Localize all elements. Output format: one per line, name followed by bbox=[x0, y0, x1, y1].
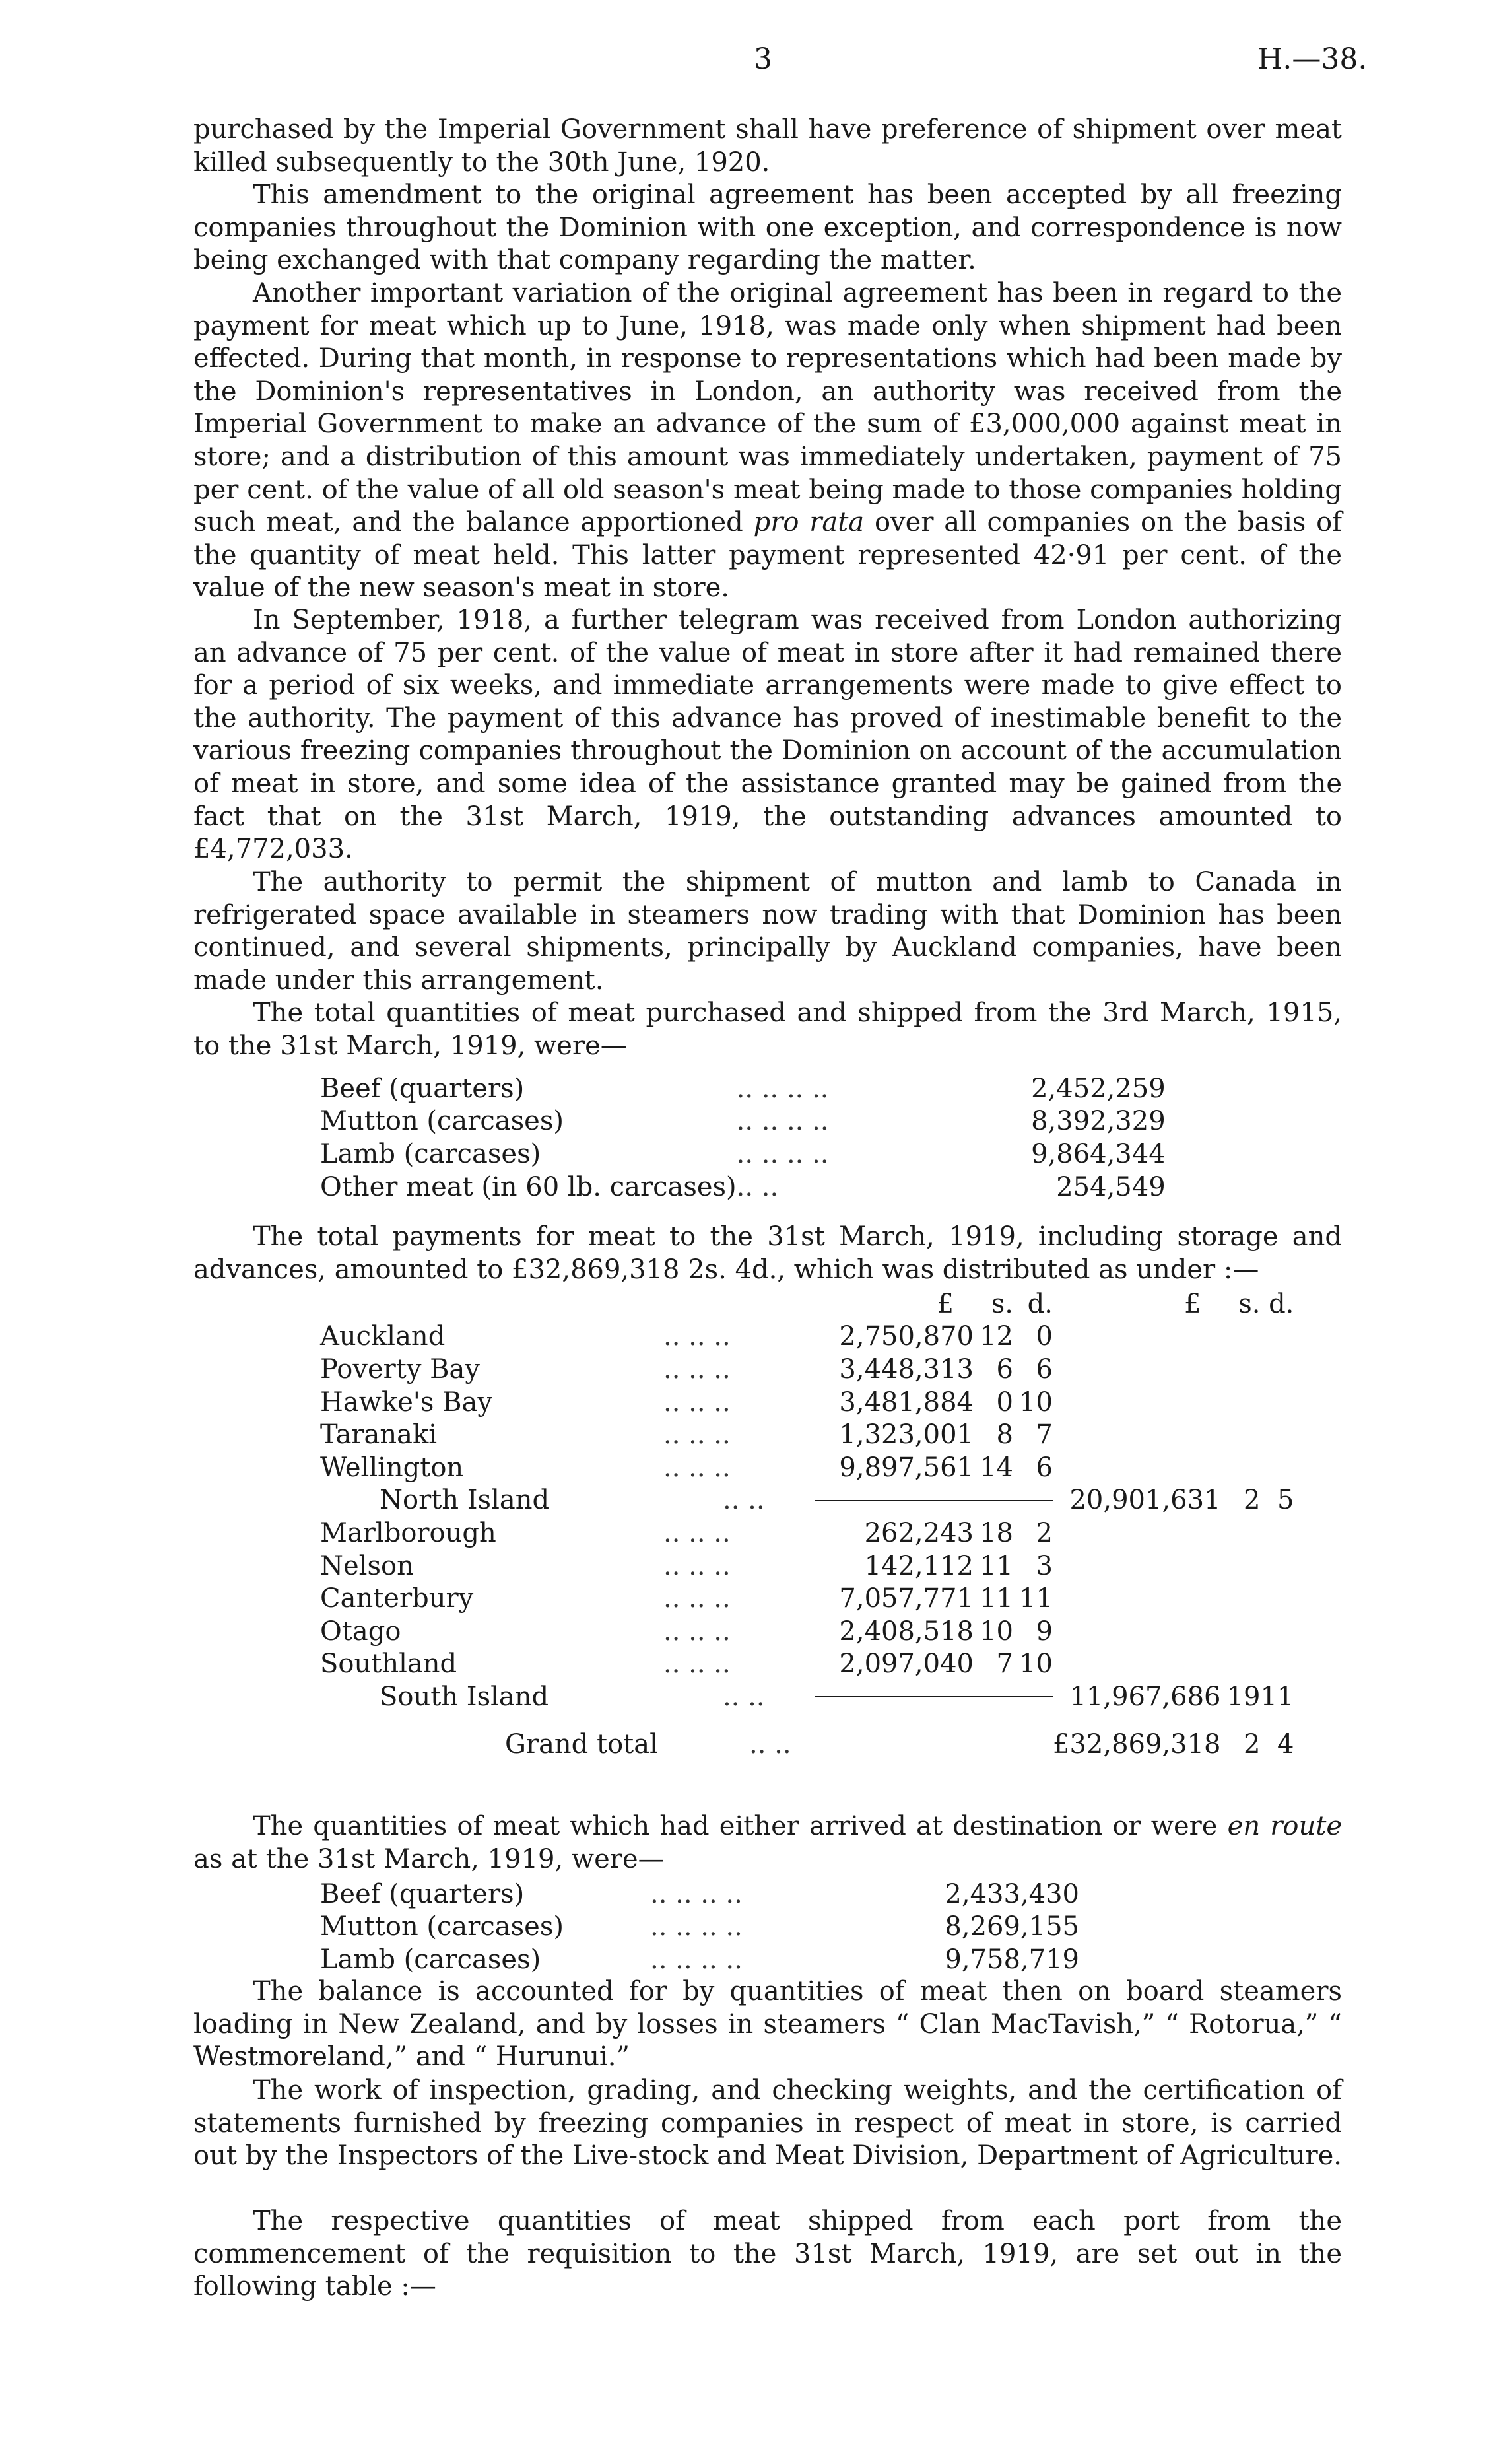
amount-pence: 10 bbox=[1019, 1649, 1053, 1680]
quantity-row bbox=[320, 1878, 1079, 1911]
payment-row bbox=[320, 1648, 1294, 1681]
amount-pounds: 3,448,313 bbox=[839, 1353, 974, 1385]
payment-row bbox=[320, 1582, 1294, 1615]
payment-row bbox=[320, 1451, 1294, 1484]
amount-shillings: 0 bbox=[996, 1386, 1013, 1418]
amount-pounds: 262,243 bbox=[864, 1517, 974, 1548]
quantity-label: Mutton (carcases) bbox=[320, 1106, 564, 1137]
amount-pounds: 9,897,561 bbox=[839, 1452, 974, 1483]
subtotal-pence bbox=[1260, 1582, 1294, 1615]
subtotal-rule bbox=[815, 1696, 1053, 1697]
district-label: Southland bbox=[320, 1649, 457, 1680]
district-label: Canterbury bbox=[320, 1583, 474, 1614]
district-label: Nelson bbox=[320, 1550, 414, 1581]
dot-leader: .. .. .. .. bbox=[650, 1878, 743, 1909]
amount-shillings: 7 bbox=[996, 1649, 1013, 1680]
quantity-value: 8,392,329 bbox=[1031, 1106, 1166, 1137]
subtotal-shillings bbox=[1220, 1451, 1260, 1484]
dot-leader: .. .. .. bbox=[663, 1420, 731, 1451]
subtotal-pounds: 20,901,631 bbox=[1069, 1485, 1221, 1516]
subtotal-shillings bbox=[1220, 1550, 1260, 1583]
amount-pounds: 2,408,518 bbox=[839, 1616, 974, 1647]
paragraph-balance: The balance is accounted for by quantities of meat then on board steamers loading in New Zealand, and by losses in steamers “ Clan MacTavish,” “ Rotorua,” “ Westmoreland,” and “ Hurunui.” bbox=[193, 1976, 1342, 2072]
amount-shillings: 10 bbox=[980, 1616, 1013, 1647]
subtotal-shillings bbox=[1220, 1320, 1260, 1353]
subtotal-pence bbox=[1260, 1550, 1294, 1583]
subtotal-shillings-header: s. bbox=[1238, 1288, 1261, 1319]
amount-pence: 7 bbox=[1036, 1420, 1053, 1451]
subtotal-shillings bbox=[1220, 1418, 1260, 1451]
subtotal-pounds bbox=[1053, 1550, 1220, 1583]
dot-leader: .. .. bbox=[736, 1171, 779, 1202]
grand-total-row bbox=[320, 1728, 1294, 1761]
report-reference: H.—38. bbox=[1257, 42, 1368, 76]
grand-total-leader: .. .. bbox=[749, 1728, 791, 1760]
quantity-label: Lamb (carcases) bbox=[320, 1944, 541, 1975]
payment-row bbox=[320, 1386, 1294, 1419]
payment-row bbox=[320, 1550, 1294, 1583]
amount-pounds bbox=[795, 1484, 974, 1517]
amount-pounds: 7,057,771 bbox=[839, 1583, 974, 1614]
dot-leader: .. .. .. .. bbox=[736, 1138, 829, 1169]
paragraph-arrived: The quantities of meat which had either arrived at destination or were en route as at the 31st March, 1919, were— bbox=[193, 1811, 1343, 1874]
paragraph-variation: Another important variation of the original agreement has been in regard to the payment for meat which up to June, 1918, was made only when shipment had been effected. During that month, in response to representations which had been made by the Dominion's representatives in London, an authority was received from the Imperial Government to make an advance of the sum of £3,000,000 against meat in store; and a distribution of this amount was immediately undertaken, payment of 75 per cent. of the value of all old season's meat being made to those companies holding such meat, and the balance apportioned pro rata over all companies on the basis of the quantity of meat held. This latter payment represented 42·91 per cent. of the value of the new season's meat in store. bbox=[193, 278, 1343, 603]
amount-pence: 10 bbox=[1019, 1386, 1053, 1418]
subtotal-pounds-header: £ bbox=[1184, 1288, 1201, 1319]
dot-leader: .. .. .. bbox=[663, 1321, 731, 1352]
subtotal-pounds bbox=[1053, 1386, 1220, 1419]
amount-pence: 6 bbox=[1036, 1353, 1053, 1385]
amount-pence: 9 bbox=[1036, 1616, 1053, 1647]
payments-rows bbox=[320, 1320, 1294, 1713]
quantity-value: 9,758,719 bbox=[945, 1944, 1079, 1975]
dot-leader: .. .. .. .. bbox=[736, 1073, 829, 1104]
amount-shillings: 12 bbox=[980, 1321, 1013, 1352]
subtotal-rule bbox=[815, 1500, 1053, 1501]
dot-leader: .. .. .. .. bbox=[650, 1911, 743, 1942]
subtotal-shillings bbox=[1220, 1517, 1260, 1550]
dot-leader: .. .. .. bbox=[663, 1649, 731, 1680]
shipped-rows bbox=[320, 1072, 1166, 1203]
subtotal-pence: 11 bbox=[1260, 1681, 1294, 1712]
amount-shillings: 14 bbox=[980, 1452, 1013, 1483]
subtotal-pounds bbox=[1053, 1582, 1220, 1615]
district-label: Hawke's Bay bbox=[320, 1386, 492, 1418]
grand-total-label: Grand total bbox=[505, 1728, 658, 1760]
payment-row bbox=[320, 1680, 1294, 1713]
quantity-label: Mutton (carcases) bbox=[320, 1911, 564, 1942]
dot-leader: .. .. .. bbox=[663, 1386, 731, 1418]
amount-pence: 3 bbox=[1036, 1550, 1053, 1581]
subtotal-pence bbox=[1260, 1451, 1294, 1484]
subtotal-pounds bbox=[1053, 1418, 1220, 1451]
quantity-value: 2,452,259 bbox=[1031, 1073, 1166, 1104]
amount-shillings: 6 bbox=[996, 1353, 1013, 1385]
amount-pence: 0 bbox=[1036, 1321, 1053, 1352]
quantity-label: Beef (quarters) bbox=[320, 1878, 525, 1909]
quantity-label: Other meat (in 60 lb. carcases) bbox=[320, 1171, 737, 1202]
district-label: Otago bbox=[320, 1616, 401, 1647]
payment-row bbox=[320, 1517, 1294, 1550]
quantity-value: 254,549 bbox=[1056, 1171, 1166, 1202]
subtotal-pence: 5 bbox=[1277, 1485, 1294, 1516]
pounds-header: £ bbox=[937, 1288, 954, 1319]
subtotal-pounds bbox=[1053, 1517, 1220, 1550]
grand-total-shillings: 2 bbox=[1244, 1728, 1261, 1760]
subtotal-pence-header: d. bbox=[1269, 1288, 1294, 1319]
amount-pounds: 1,323,001 bbox=[839, 1420, 974, 1451]
paragraph-payments: The total payments for meat to the 31st March, 1919, including storage and advances, amounted to £32,869,318 2s. 4d., which was distributed as under :— bbox=[193, 1221, 1342, 1285]
subtotal-pence bbox=[1260, 1418, 1294, 1451]
grand-total-pounds: £32,869,318 bbox=[1053, 1728, 1221, 1760]
amount-shillings: 11 bbox=[980, 1583, 1013, 1614]
subtotal-pounds bbox=[1053, 1615, 1220, 1648]
quantity-label: Beef (quarters) bbox=[320, 1073, 525, 1104]
payment-row bbox=[320, 1484, 1294, 1517]
amount-pounds: 2,097,040 bbox=[839, 1649, 974, 1680]
subtotal-pounds bbox=[1053, 1648, 1220, 1681]
payment-row bbox=[320, 1353, 1294, 1386]
arrived-quantities-table bbox=[320, 1878, 1079, 1976]
amount-pounds: 3,481,884 bbox=[839, 1386, 974, 1418]
payment-row bbox=[320, 1418, 1294, 1451]
dot-leader: .. .. .. bbox=[663, 1583, 731, 1614]
dot-leader: .. .. .. bbox=[663, 1616, 731, 1647]
quantity-row bbox=[320, 1911, 1079, 1944]
quantity-row bbox=[320, 1105, 1166, 1138]
district-label: North Island bbox=[380, 1485, 550, 1516]
amount-pence: 11 bbox=[1019, 1583, 1053, 1614]
amount-shillings: 11 bbox=[980, 1550, 1013, 1581]
amount-pounds bbox=[795, 1680, 974, 1713]
district-label: South Island bbox=[380, 1681, 549, 1712]
quantity-label: Lamb (carcases) bbox=[320, 1138, 541, 1169]
amount-pounds: 2,750,870 bbox=[839, 1321, 974, 1352]
subtotal-shillings: 2 bbox=[1244, 1485, 1261, 1516]
subtotal-pence bbox=[1260, 1320, 1294, 1353]
subtotal-shillings bbox=[1220, 1582, 1260, 1615]
paragraph-inspection: The work of inspection, grading, and checking weights, and the certification of statements furnished by freezing companies in respect of meat in store, is carried out by the Inspectors of the Live-stock and Meat Division, Department of Agriculture. bbox=[193, 2075, 1342, 2172]
subtotal-pounds: 11,967,686 bbox=[1069, 1681, 1221, 1712]
dot-leader: .. .. .. bbox=[663, 1452, 731, 1483]
subtotal-shillings bbox=[1220, 1648, 1260, 1681]
dot-leader: .. .. bbox=[723, 1681, 765, 1712]
subtotal-pounds bbox=[1053, 1320, 1220, 1353]
subtotal-pence bbox=[1260, 1517, 1294, 1550]
subtotal-pence bbox=[1260, 1353, 1294, 1386]
amount-pounds: 142,112 bbox=[864, 1550, 974, 1581]
district-label: Taranaki bbox=[320, 1420, 438, 1451]
quantity-value: 9,864,344 bbox=[1031, 1138, 1166, 1169]
amount-pence: 6 bbox=[1036, 1452, 1053, 1483]
arrived-rows bbox=[320, 1878, 1079, 1976]
page-number: 3 bbox=[754, 42, 772, 76]
payments-header-row bbox=[320, 1287, 1294, 1320]
paragraph-ports: The respective quantities of meat shipped from each port from the commencement of the requisition to the 31st March, 1919, are set out in the following table :— bbox=[193, 2206, 1342, 2302]
quantity-row bbox=[320, 1943, 1079, 1976]
pence-header: d. bbox=[1027, 1288, 1053, 1319]
quantity-row bbox=[320, 1138, 1166, 1171]
subtotal-pence bbox=[1260, 1615, 1294, 1648]
paragraph-amendment: This amendment to the original agreement has been accepted by all freezing companies throughout the Dominion with one exception, and correspondence is now being exchanged with that company regarding the matter. bbox=[193, 180, 1342, 276]
payment-row bbox=[320, 1615, 1294, 1648]
district-label: Poverty Bay bbox=[320, 1353, 480, 1385]
subtotal-shillings bbox=[1220, 1386, 1260, 1419]
shipped-quantities-table bbox=[320, 1072, 1166, 1203]
quantity-value: 2,433,430 bbox=[945, 1878, 1079, 1909]
paragraph-total-quantities: The total quantities of meat purchased and shipped from the 3rd March, 1915, to the 31st March, 1919, were— bbox=[193, 998, 1342, 1061]
subtotal-pence bbox=[1260, 1386, 1294, 1419]
amount-shillings: 8 bbox=[996, 1420, 1013, 1451]
quantity-row bbox=[320, 1072, 1166, 1105]
dot-leader: .. .. .. .. bbox=[650, 1944, 743, 1975]
district-label: Auckland bbox=[320, 1321, 446, 1352]
paragraph-continued: purchased by the Imperial Government shall have preference of shipment over meat killed subsequently to the 30th June, 1920. bbox=[193, 114, 1342, 178]
paragraph-september: In September, 1918, a further telegram was received from London authorizing an advance of 75 per cent. of the value of meat in store after it had remained there for a period of six weeks, and immediate arrangements were made to give effect to the authority. The payment of this advance has proved of inestimable benefit to the various freezing companies throughout the Dominion on account of the accumulation of meat in store, and some idea of the assistance granted may be gained from the fact that on the 31st March, 1919, the outstanding advances amounted to £4,772,033. bbox=[193, 605, 1342, 865]
dot-leader: .. .. bbox=[723, 1485, 765, 1516]
payments-table bbox=[320, 1287, 1294, 1760]
dot-leader: .. .. .. bbox=[663, 1550, 731, 1581]
dot-leader: .. .. .. bbox=[663, 1517, 731, 1548]
grand-total-pence: 4 bbox=[1277, 1728, 1294, 1760]
subtotal-pence bbox=[1260, 1648, 1294, 1681]
payment-row bbox=[320, 1320, 1294, 1353]
amount-pence: 2 bbox=[1036, 1517, 1053, 1548]
amount-shillings: 18 bbox=[980, 1517, 1013, 1548]
quantity-row bbox=[320, 1171, 1166, 1204]
subtotal-shillings bbox=[1220, 1353, 1260, 1386]
subtotal-shillings: 19 bbox=[1226, 1681, 1261, 1712]
subtotal-pounds bbox=[1053, 1451, 1220, 1484]
district-label: Marlborough bbox=[320, 1517, 496, 1548]
dot-leader: .. .. .. bbox=[663, 1353, 731, 1385]
quantity-value: 8,269,155 bbox=[945, 1911, 1079, 1942]
dot-leader: .. .. .. .. bbox=[736, 1106, 829, 1137]
paragraph-canada: The authority to permit the shipment of mutton and lamb to Canada in refrigerated space available in steamers now trading with that Dominion has been continued, and several shipments, principally by Auckland companies, have been made under this arrangement. bbox=[193, 867, 1342, 996]
subtotal-shillings bbox=[1220, 1615, 1260, 1648]
shillings-header: s. bbox=[991, 1288, 1013, 1319]
district-label: Wellington bbox=[320, 1452, 464, 1483]
subtotal-pounds bbox=[1053, 1353, 1220, 1386]
